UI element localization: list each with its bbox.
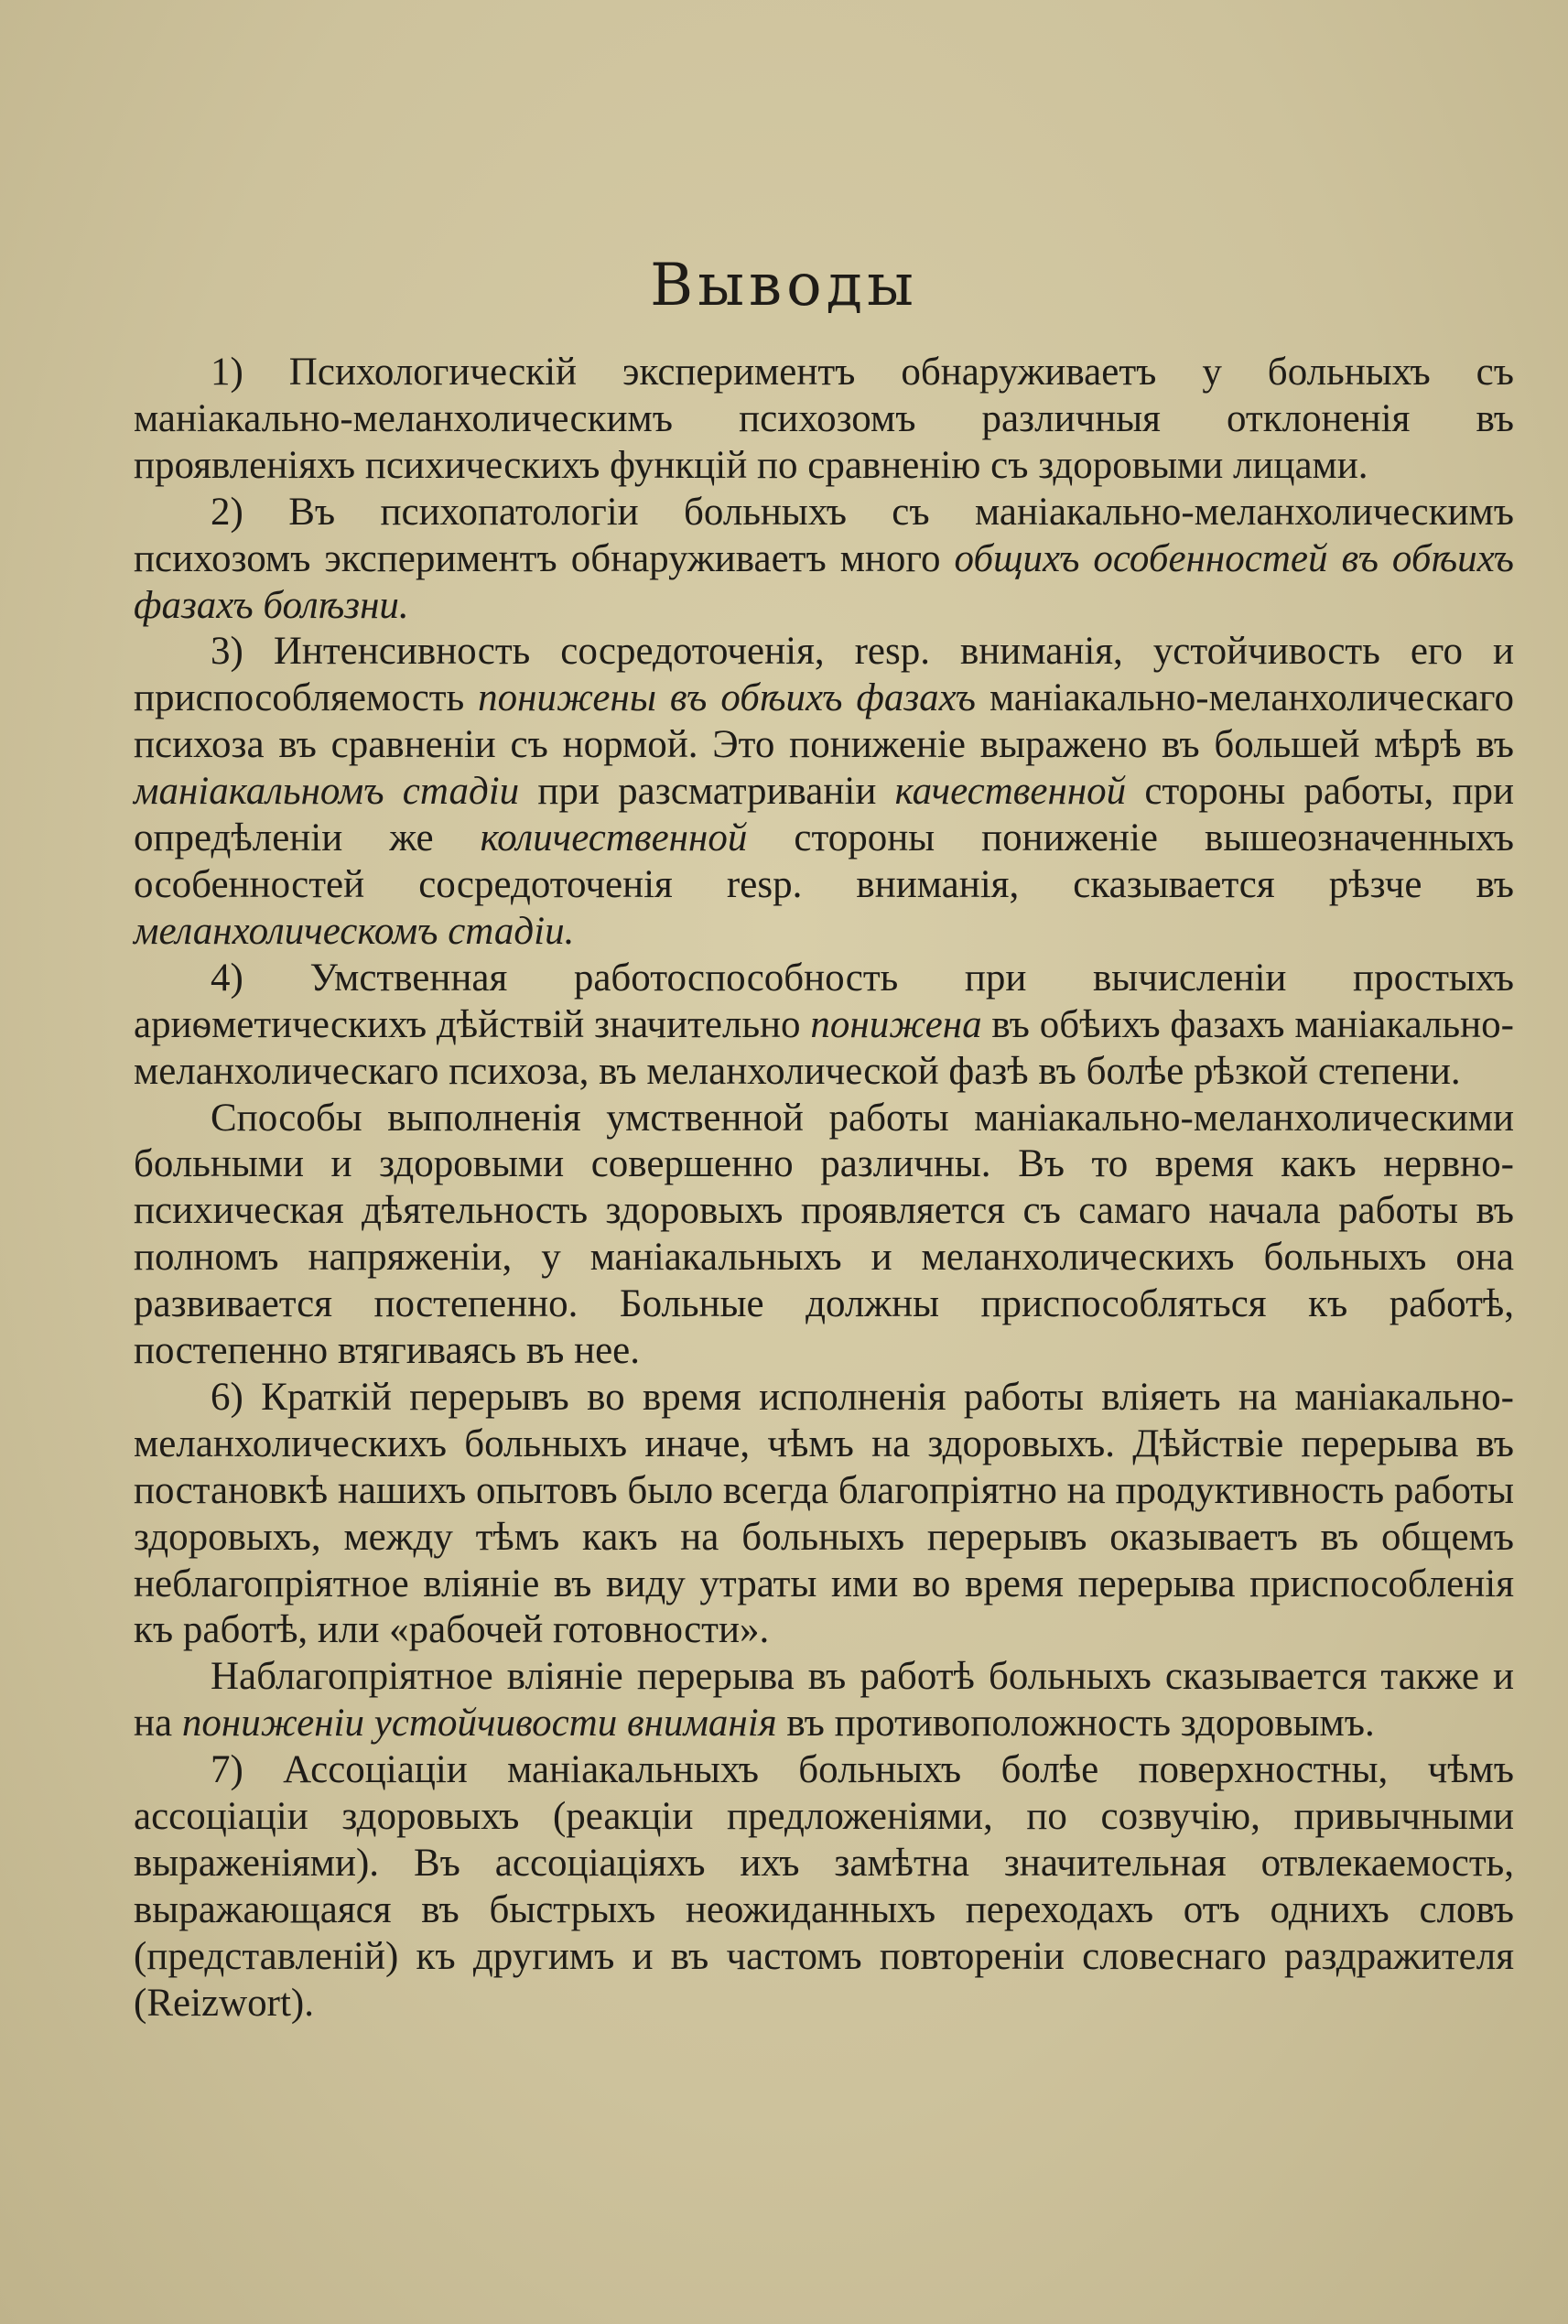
paragraph-6 (134, 1375, 1514, 1654)
emphasis-text: меланхолическомъ стадіи. (134, 909, 575, 953)
text-run: стороны пониженіе вышеозначенныхъ особенностей сосредоточенія resp. вниманія, сказывается рѣзче въ (134, 816, 1515, 906)
text-run: 7) Ассоціацiи маніакальныхъ больныхъ болѣе поверхностны, чѣмъ ассоціацiи здоровыхъ (реакцiи предложеніями, по созвучію, привычными выраженіями). Въ ассоціацiяхъ ихъ замѣтна значительная отвлекаемость, выражающаяся въ быстрыхъ неожиданныхъ переходахъ отъ однихъ словъ (представленiй) къ другимъ и въ частомъ повторенiи словеснаго раздражителя (Reizwort). (134, 1748, 1514, 2025)
paragraph-3 (134, 629, 1514, 955)
text-run: 3) Интенсивность сосредоточенія, resp. вниманія, устойчивость его и приспособляемость (134, 630, 1514, 720)
emphasis-text: пониженiи устойчивости вниманiя (181, 1702, 777, 1746)
emphasis-text: качественной (894, 770, 1127, 814)
text-run: 2) Въ психопатологiи больныхъ съ маніакально-меланхолическимъ психозомъ экспериментъ обнаруживаетъ много (134, 490, 1514, 580)
paragraph-4 (134, 956, 1514, 1096)
emphasis-text: количественной (480, 816, 748, 860)
text-run: въ противоположность здоровымъ. (776, 1702, 1375, 1746)
emphasis-text: понижены въ обѣихъ фазахъ (478, 676, 976, 720)
emphasis-text: маніакальномъ стадіи (134, 770, 520, 814)
emphasis-text: понижена (810, 1002, 982, 1046)
paragraph-5 (134, 1096, 1514, 1375)
text-run: 4) Умственная работоспособность при вычисленiи простыхъ ариѳметическихъ дѣйствiй значительно (134, 956, 1514, 1046)
paragraph-8 (134, 1747, 1514, 2027)
text-run: 1) Психологическiй экспериментъ обнаруживаетъ у больныхъ съ маніакально-меланхолическимъ психозомъ различныя отклоненія въ проявленіяхъ психическихъ функцiй по сравненiю съ здоровыми лицами. (134, 351, 1514, 487)
text-run: въ обѣихъ фазахъ маніакально-меланхолическаго психоза, въ меланхолической фазѣ въ болѣе рѣзкой степени. (134, 1002, 1514, 1093)
paragraph-7 (134, 1654, 1514, 1747)
text-run: Способы выполненія умственной работы маніакально-меланхолическими больными и здоровыми совершенно различны. Въ то время какъ нервно-психическая дѣятельность здоровыхъ проявляется съ самаго начала работы въ полномъ напряженiи, у маніакальныхъ и меланхолическихъ больныхъ она развивается постепенно. Больные должны приспособляться къ работѣ, постепенно втягиваясь въ нее. (134, 1096, 1514, 1373)
text-run: Наблагопріятное вліяніе перерыва въ работѣ больныхъ сказывается также и на (134, 1655, 1514, 1746)
paragraph-1 (134, 350, 1514, 490)
text-run: стороны работы, при опредѣленiи же (134, 770, 1514, 860)
emphasis-text: общихъ особенностей въ обѣихъ фазахъ болѣзни. (134, 536, 1515, 627)
page-title: Выводы (650, 252, 918, 319)
text-run: при разсматриванiи (519, 770, 895, 814)
conclusions-text (134, 350, 1514, 2027)
paragraph-2 (134, 490, 1514, 630)
text-run: 6) Краткiй перерывъ во время исполненія работы вліяеть на маніакально-меланхолическихъ больныхъ иначе, чѣмъ на здоровыхъ. Дѣйствіе перерыва въ постановкѣ нашихъ опытовъ было всегда благопріятно на продуктивность работы здоровыхъ, между тѣмъ какъ на больныхъ перерывъ оказываетъ въ общемъ неблагопріятное вліяніе въ виду утраты ими во время перерыва приспособленія къ работѣ, или «рабочей готовности». (134, 1375, 1514, 1652)
text-run: маніакально-меланхолическаго психоза въ сравненiи съ нормой. Это пониженіе выражено въ большей мѣрѣ въ (134, 676, 1514, 767)
